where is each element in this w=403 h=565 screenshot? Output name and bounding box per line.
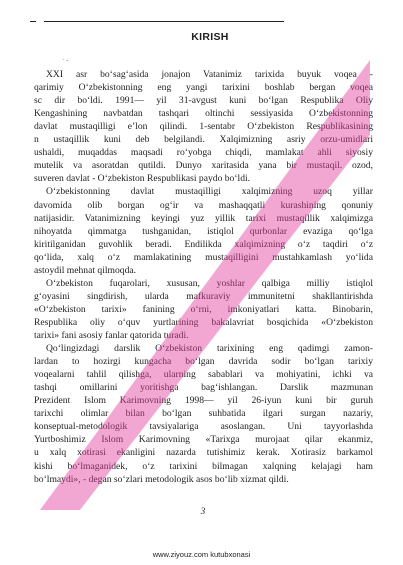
text-line: n ustaqillik kuni deb belgilandi. Xalqimizning asriy orzu-umidlari [34, 134, 373, 146]
text-line: bo‘lmaydi», - degan so‘zlari metodologik asos bo‘lib xizmat qildi. [34, 473, 289, 485]
text-line: g‘oyasini singdirish, ularda mafkuraviy immunitetni shakllantirishda [34, 290, 373, 302]
text-line: Kengashining navbatdan tashqari oltinchi sessiyasida O‘zbekistonning [34, 108, 373, 120]
section-title: KIRISH [191, 31, 229, 43]
text-line: sc dir bo‘ldi. 1991— yil 31-avgust kuni bo‘lgan Respublika Oliy [34, 95, 373, 107]
text-line: mutelik va asoratdan qutildi. Dunyo xaritasida yana bir mustaqil. ozod, [34, 160, 373, 172]
text-line: davomida olib borgan og‘ir va mashaqqatli kurashining qonuniy [34, 199, 373, 211]
text-line: kishi bo‘lmaganidek, o‘z tarixini bilmagan xalqning kelajagi ham [34, 460, 373, 472]
text-line: suveren davlat - O‘zbekiston Respublikasi paydo bo‘ldi. [34, 173, 251, 185]
text-line: nihoyatda qimmatga tushganidan, istiqlol qurbonlar evaziga qo‘lga [34, 225, 373, 237]
text-line: astoydil mehnat qilmoqda. [34, 264, 137, 276]
text-line: Yurtboshimiz Islom Karimovning «Tarixga murojaat qilar ekanmiz, [34, 434, 373, 446]
text-line: lardan to hozirgi kungacha bo‘lgan davrida sodir bo‘lgan tarixiy [34, 356, 373, 368]
page-number: 3 [200, 506, 206, 516]
scan-mark: · ‐ [62, 56, 69, 64]
text-line: tashqi omillarini yoritishga bag‘ishlangan. Darslik mazmunan [34, 382, 373, 394]
text-line: Respublika oliy o‘quv yurtlarining bakalavriat bosqichida «O‘zbekiston [34, 316, 373, 328]
text-line: voqealarni tahlil qilishga, ularning sabablari va mohiyatini, ichki va [34, 369, 373, 381]
text-line: qo‘lida, xalq o‘z mamlakatining mustaqilligini mustahkamlash yo‘lida [34, 251, 373, 263]
text-line: davlat mustaqilligi e’lon qilindi. 1-sentabr O‘zbekiston Respublikasining [34, 121, 373, 133]
header-rule-short [30, 21, 36, 22]
text-line: Prezident Islom Karimovning 1998— yil 26-iyun kuni bir guruh [34, 395, 373, 407]
text-line: tarixchi olimlar bilan bo‘lgan suhbatida ilgari surgan nazariy, [34, 408, 373, 420]
text-line: O‘zbekistonning davlat mustaqilligi xalqimizning uzoq yillar [46, 186, 373, 198]
text-line: u xalq xotirasi ekanligini nazarda tutishimiz kerak. Xotirasiz barkamol [34, 447, 373, 459]
text-line: XXI asr bo‘sag‘asida jonajon Vatanimiz tarixida buyuk voqea - [46, 69, 373, 80]
text-line: «O‘zbekiston tarixi» fanining o‘rni, imkoniyatlari katta. Binobarin, [34, 303, 373, 315]
text-line: qarimiy O‘zbekistonning eng yangi tarixini boshlab bergan voqea [34, 82, 373, 94]
text-line: kiritilganidan guvohlik beradi. Endilikda xalqimizning o‘z taqdiri o‘z [34, 238, 373, 250]
footer-website: www.ziyouz.com kutubxonasi [152, 550, 251, 559]
text-line: Qo‘lingizdagi darslik O‘zbekiston tarixining eng qadimgi zamon- [46, 343, 373, 355]
text-line: ushaldi, muqaddas maqsadi ro‘yobga chiqdi, mamlakat ahli siyosiy [34, 147, 373, 159]
header-rule [44, 21, 284, 22]
text-line: O‘zbekiston fuqarolari, xususan, yoshlar qalbiga milliy istiqlol [46, 277, 373, 289]
text-line: tarixi» fani asosiy fanlar qatorida turadi. [34, 330, 189, 341]
text-line: konseptual-metodologik tavsiyalariga asoslangan. Uni tayyorlashda [34, 421, 373, 433]
text-line: natijasidir. Vatanimizning keyingi yuz yillik tarixi mustaqillik xalqimizga [34, 212, 373, 224]
